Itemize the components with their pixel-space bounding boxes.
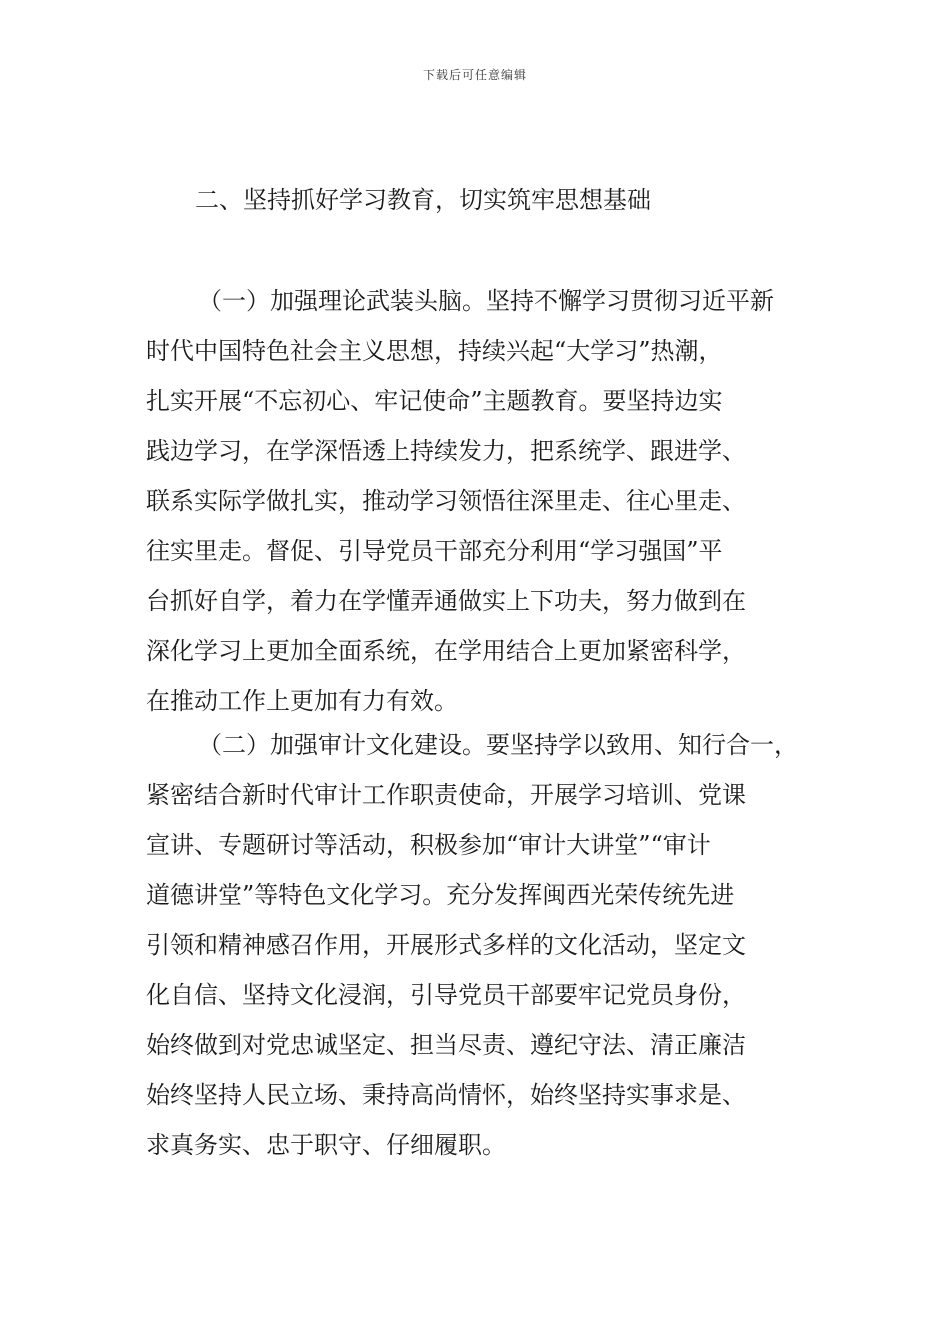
paragraph-line: （一）加强理论武装头脑。坚持不懈学习贯彻习近平新	[198, 287, 774, 315]
paragraph-line: 时代中国特色社会主义思想，持续兴起“大学习”热潮，	[146, 337, 723, 365]
paragraph-line: 联系实际学做扎实，推动学习领悟往深里走、往心里走、	[146, 487, 746, 515]
paragraph-audit-culture	[146, 720, 811, 1170]
page-header-note: 下载后可任意编辑	[422, 68, 527, 82]
paragraph-line: 宣讲、专题研讨等活动，积极参加“审计大讲堂”“审计	[146, 831, 711, 859]
paragraph-line: 始终做到对党忠诚坚定、担当尽责、遵纪守法、清正廉洁	[146, 1031, 746, 1059]
paragraph-line: 往实里走。督促、引导党员干部充分利用“学习强国”平	[146, 537, 723, 565]
paragraph-line: （二）加强审计文化建设。要坚持学以致用、知行合一，	[198, 731, 798, 759]
paragraph-line: 践边学习，在学深悟透上持续发力，把系统学、跟进学、	[146, 437, 746, 465]
paragraph-line: 始终坚持人民立场、秉持高尚情怀，始终坚持实事求是、	[146, 1081, 746, 1109]
paragraph-line: 求真务实、忠于职守、仔细履职。	[146, 1131, 506, 1159]
paragraph-line: 紧密结合新时代审计工作职责使命，开展学习培训、党课	[146, 781, 746, 809]
section-heading: 二、坚持抓好学习教育，切实筑牢思想基础	[195, 186, 651, 214]
paragraph-line: 化自信、坚持文化浸润，引导党员干部要牢记党员身份，	[146, 981, 746, 1009]
paragraph-line: 引领和精神感召作用，开展形式多样的文化活动，坚定文	[146, 931, 746, 959]
paragraph-line: 扎实开展“不忘初心、牢记使命”主题教育。要坚持边实	[146, 387, 723, 415]
paragraph-line: 深化学习上更加全面系统，在学用结合上更加紧密科学，	[146, 637, 746, 665]
paragraph-line: 道德讲堂”等特色文化学习。充分发挥闽西光荣传统先进	[146, 881, 735, 909]
paragraph-line: 在推动工作上更加有力有效。	[146, 687, 458, 715]
paragraph-theory-study	[146, 276, 811, 726]
paragraph-line: 台抓好自学，着力在学懂弄通做实上下功夫，努力做到在	[146, 587, 746, 615]
